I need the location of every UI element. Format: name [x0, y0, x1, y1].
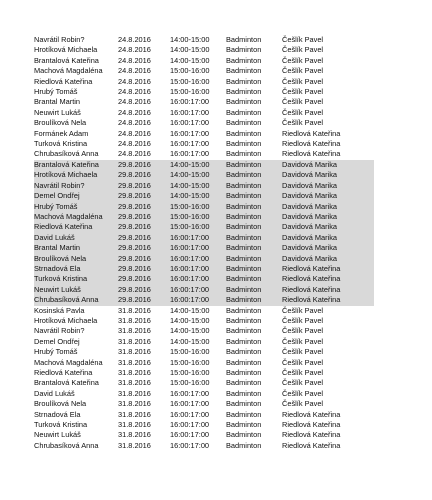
- player-name-cell: Hrotíková Michaela: [34, 45, 98, 55]
- sport-cell: Badminton: [226, 128, 262, 138]
- coach-cell: Češlík Pavel: [282, 357, 324, 367]
- player-name-cell: Hrubý Tomáš: [34, 202, 118, 212]
- player-name-cell: Demel Ondřej: [34, 336, 80, 346]
- time-cell: 15:00-16:00: [170, 347, 210, 357]
- time-cell: 15:00-16:00: [170, 66, 210, 76]
- table-row: [34, 233, 374, 243]
- time-cell: 15:00-16:00: [170, 87, 210, 97]
- player-name-cell: Kosinská Pavla: [34, 305, 85, 315]
- table-row: [34, 202, 374, 212]
- table-row: [34, 139, 374, 149]
- date-cell: 29.8.2016: [118, 264, 170, 274]
- player-name-cell: Brantalová Kateřina: [34, 378, 99, 388]
- coach-cell: Češlík Pavel: [282, 399, 324, 409]
- coach-cell: Davidová Marika: [282, 254, 374, 264]
- sport-cell: Badminton: [226, 440, 262, 450]
- sport-cell: Badminton: [226, 222, 282, 232]
- date-cell: 31.8.2016: [118, 357, 151, 367]
- player-name-cell: Demel Ondřej: [34, 191, 118, 201]
- date-cell: 24.8.2016: [118, 35, 151, 44]
- time-cell: 16:00:17:00: [170, 440, 210, 450]
- player-name-cell: Brantalová Kateřina: [34, 55, 99, 65]
- time-cell: 16:00:17:00: [170, 233, 226, 243]
- coach-cell: Češlík Pavel: [282, 315, 324, 325]
- coach-cell: Riedlová Kateřina: [282, 420, 341, 430]
- sport-cell: Badminton: [226, 264, 282, 274]
- coach-cell: Češlík Pavel: [282, 336, 324, 346]
- date-cell: 31.8.2016: [118, 378, 151, 388]
- date-cell: 31.8.2016: [118, 388, 151, 398]
- table-row: [34, 191, 374, 201]
- time-cell: 16:00:17:00: [170, 420, 210, 430]
- player-name-cell: Hrotíková Michaela: [34, 170, 118, 180]
- date-cell: 31.8.2016: [118, 305, 151, 315]
- time-cell: 14:00-15:00: [170, 35, 210, 44]
- coach-cell: Davidová Marika: [282, 243, 374, 253]
- sport-cell: Badminton: [226, 191, 282, 201]
- date-cell: 29.8.2016: [118, 254, 170, 264]
- sport-cell: Badminton: [226, 35, 262, 44]
- player-name-cell: Formánek Adam: [34, 128, 89, 138]
- player-name-cell: Navrátil Robin?: [34, 326, 85, 336]
- coach-cell: Davidová Marika: [282, 181, 374, 191]
- time-cell: 15:00-16:00: [170, 222, 226, 232]
- coach-cell: Češlík Pavel: [282, 45, 324, 55]
- time-cell: 14:00-15:00: [170, 160, 226, 170]
- time-cell: 15:00-16:00: [170, 212, 226, 222]
- date-cell: 31.8.2016: [118, 315, 151, 325]
- player-name-cell: Neuwirt Lukáš: [34, 107, 81, 117]
- coach-cell: Riedlová Kateřina: [282, 295, 374, 305]
- time-cell: 15:00-16:00: [170, 378, 210, 388]
- coach-cell: Riedlová Kateřina: [282, 274, 374, 284]
- table-row: [34, 389, 374, 399]
- coach-cell: Češlík Pavel: [282, 118, 324, 128]
- coach-cell: Riedlová Kateřina: [282, 440, 341, 450]
- time-cell: 15:00-16:00: [170, 357, 210, 367]
- time-cell: 14:00-15:00: [170, 315, 210, 325]
- sport-cell: Badminton: [226, 202, 282, 212]
- sport-cell: Badminton: [226, 76, 262, 86]
- sport-cell: Badminton: [226, 107, 262, 117]
- sport-cell: Badminton: [226, 139, 262, 149]
- date-cell: 24.8.2016: [118, 87, 151, 97]
- sport-cell: Badminton: [226, 118, 262, 128]
- schedule-table: [34, 35, 374, 451]
- player-name-cell: Turková Kristina: [34, 274, 118, 284]
- sport-cell: Badminton: [226, 181, 282, 191]
- sport-cell: Badminton: [226, 97, 262, 107]
- time-cell: 14:00-15:00: [170, 170, 226, 180]
- sport-cell: Badminton: [226, 87, 262, 97]
- date-cell: 29.8.2016: [118, 202, 170, 212]
- sport-cell: Badminton: [226, 295, 282, 305]
- date-cell: 31.8.2016: [118, 326, 151, 336]
- player-name-cell: Riedlová Kateřina: [34, 76, 93, 86]
- time-cell: 15:00-16:00: [170, 202, 226, 212]
- coach-cell: Češlík Pavel: [282, 388, 324, 398]
- coach-cell: Davidová Marika: [282, 191, 374, 201]
- date-cell: 31.8.2016: [118, 440, 151, 450]
- player-name-cell: David Lukáš: [34, 233, 118, 243]
- player-name-cell: Riedlová Kateřina: [34, 368, 93, 377]
- table-row: [34, 285, 374, 295]
- coach-cell: Češlík Pavel: [282, 55, 324, 65]
- player-name-cell: Turková Kristina: [34, 420, 88, 430]
- table-row: [34, 222, 374, 232]
- player-name-cell: Chrubasíková Anna: [34, 149, 99, 159]
- time-cell: 14:00-15:00: [170, 336, 210, 346]
- player-name-cell: David Lukáš: [34, 388, 75, 398]
- time-cell: 16:00:17:00: [170, 295, 226, 305]
- table-row: [34, 45, 374, 55]
- player-name-cell: Broulíková Nela: [34, 399, 87, 409]
- coach-cell: Češlík Pavel: [282, 368, 324, 377]
- coach-cell: Češlík Pavel: [282, 107, 324, 117]
- time-cell: 16:00:17:00: [170, 399, 210, 409]
- table-row: [34, 97, 374, 107]
- table-row: [34, 378, 374, 388]
- time-cell: 16:00:17:00: [170, 274, 226, 284]
- sport-cell: Badminton: [226, 45, 262, 55]
- sport-cell: Badminton: [226, 55, 262, 65]
- coach-cell: Davidová Marika: [282, 160, 374, 170]
- sport-cell: Badminton: [226, 357, 262, 367]
- sport-cell: Badminton: [226, 285, 282, 295]
- coach-cell: Riedlová Kateřina: [282, 264, 374, 274]
- player-name-cell: Machová Magdaléna: [34, 66, 103, 76]
- sport-cell: Badminton: [226, 149, 262, 159]
- time-cell: 16:00:17:00: [170, 264, 226, 274]
- table-row: [34, 410, 374, 420]
- date-cell: 24.8.2016: [118, 97, 151, 107]
- time-cell: 16:00:17:00: [170, 97, 210, 107]
- player-name-cell: Chrubasíková Anna: [34, 295, 118, 305]
- date-cell: 29.8.2016: [118, 243, 170, 253]
- time-cell: 14:00-15:00: [170, 45, 210, 55]
- sport-cell: Badminton: [226, 315, 262, 325]
- date-cell: 24.8.2016: [118, 128, 151, 138]
- date-cell: 29.8.2016: [118, 160, 170, 170]
- date-cell: 29.8.2016: [118, 170, 170, 180]
- coach-cell: Davidová Marika: [282, 202, 374, 212]
- date-cell: 29.8.2016: [118, 285, 170, 295]
- player-name-cell: Chrubasíková Anna: [34, 440, 99, 450]
- coach-cell: Riedlová Kateřina: [282, 139, 341, 149]
- sport-cell: Badminton: [226, 388, 262, 398]
- sport-cell: Badminton: [226, 160, 282, 170]
- coach-cell: Davidová Marika: [282, 170, 374, 180]
- coach-cell: Davidová Marika: [282, 233, 374, 243]
- sport-cell: Badminton: [226, 66, 262, 76]
- coach-cell: Češlík Pavel: [282, 66, 324, 76]
- date-cell: 29.8.2016: [118, 295, 170, 305]
- date-cell: 24.8.2016: [118, 55, 151, 65]
- coach-cell: Davidová Marika: [282, 222, 374, 232]
- sport-cell: Badminton: [226, 399, 262, 409]
- time-cell: 16:00:17:00: [170, 149, 210, 159]
- sport-cell: Badminton: [226, 368, 262, 377]
- sport-cell: Badminton: [226, 326, 262, 336]
- player-name-cell: Neuwirt Lukáš: [34, 285, 118, 295]
- sport-cell: Badminton: [226, 347, 262, 357]
- time-cell: 16:00:17:00: [170, 388, 210, 398]
- table-row: [34, 274, 374, 284]
- player-name-cell: Strnadová Ela: [34, 409, 81, 419]
- table-row: [34, 243, 374, 253]
- table-row: [34, 326, 374, 336]
- time-cell: 16:00:17:00: [170, 128, 210, 138]
- time-cell: 16:00:17:00: [170, 139, 210, 149]
- date-cell: 31.8.2016: [118, 420, 151, 430]
- table-row: [34, 118, 374, 128]
- table-row: [34, 87, 374, 97]
- date-cell: 24.8.2016: [118, 149, 151, 159]
- table-row: [34, 77, 374, 87]
- table-row: [34, 212, 374, 222]
- player-name-cell: Machová Magdaléna: [34, 212, 118, 222]
- table-row: [34, 441, 374, 451]
- sport-cell: Badminton: [226, 274, 282, 284]
- sport-cell: Badminton: [226, 430, 262, 440]
- player-name-cell: Brantal Martin: [34, 97, 81, 107]
- player-name-cell: Navrátil Robin?: [34, 35, 85, 44]
- table-row: [34, 368, 374, 378]
- date-cell: 24.8.2016: [118, 45, 151, 55]
- date-cell: 29.8.2016: [118, 212, 170, 222]
- table-row: [34, 129, 374, 139]
- date-cell: 31.8.2016: [118, 347, 151, 357]
- player-name-cell: Riedlová Kateřina: [34, 222, 118, 232]
- time-cell: 16:00:17:00: [170, 107, 210, 117]
- time-cell: 16:00:17:00: [170, 285, 226, 295]
- coach-cell: Češlík Pavel: [282, 326, 324, 336]
- sport-cell: Badminton: [226, 243, 282, 253]
- player-name-cell: Hrotíková Michaela: [34, 315, 98, 325]
- coach-cell: Češlík Pavel: [282, 35, 324, 44]
- sport-cell: Badminton: [226, 170, 282, 180]
- date-cell: 24.8.2016: [118, 66, 151, 76]
- player-name-cell: Machová Magdaléna: [34, 357, 103, 367]
- table-row: [34, 35, 374, 45]
- table-row: [34, 337, 374, 347]
- table-row: [34, 399, 374, 409]
- date-cell: 29.8.2016: [118, 222, 170, 232]
- table-row: [34, 358, 374, 368]
- date-cell: 31.8.2016: [118, 336, 151, 346]
- date-cell: 31.8.2016: [118, 399, 151, 409]
- date-cell: 24.8.2016: [118, 118, 151, 128]
- time-cell: 16:00:17:00: [170, 254, 226, 264]
- time-cell: 14:00-15:00: [170, 326, 210, 336]
- time-cell: 14:00-15:00: [170, 305, 210, 315]
- sport-cell: Badminton: [226, 233, 282, 243]
- coach-cell: Češlík Pavel: [282, 378, 324, 388]
- table-row: [34, 56, 374, 66]
- time-cell: 16:00:17:00: [170, 430, 210, 440]
- table-row: [34, 149, 374, 159]
- sport-cell: Badminton: [226, 254, 282, 264]
- date-cell: 31.8.2016: [118, 409, 151, 419]
- coach-cell: Riedlová Kateřina: [282, 128, 341, 138]
- table-row: [34, 170, 374, 180]
- coach-cell: Češlík Pavel: [282, 76, 324, 86]
- date-cell: 29.8.2016: [118, 233, 170, 243]
- table-row: [34, 254, 374, 264]
- date-cell: 24.8.2016: [118, 76, 151, 86]
- player-name-cell: Broulíková Nela: [34, 118, 87, 128]
- table-row: [34, 181, 374, 191]
- player-name-cell: Hrubý Tomáš: [34, 87, 78, 97]
- player-name-cell: Neuwirt Lukáš: [34, 430, 81, 440]
- time-cell: 16:00:17:00: [170, 243, 226, 253]
- coach-cell: Češlík Pavel: [282, 97, 324, 107]
- player-name-cell: Brantalová Kateřina: [34, 160, 118, 170]
- coach-cell: Riedlová Kateřina: [282, 430, 341, 440]
- table-row: [34, 264, 374, 274]
- sport-cell: Badminton: [226, 378, 262, 388]
- player-name-cell: Strnadová Ela: [34, 264, 118, 274]
- date-cell: 29.8.2016: [118, 181, 170, 191]
- coach-cell: Riedlová Kateřina: [282, 149, 341, 159]
- time-cell: 15:00-16:00: [170, 368, 210, 377]
- time-cell: 14:00-15:00: [170, 181, 226, 191]
- time-cell: 14:00-15:00: [170, 191, 226, 201]
- table-row: [34, 295, 374, 305]
- sport-cell: Badminton: [226, 420, 262, 430]
- sport-cell: Badminton: [226, 409, 262, 419]
- date-cell: 31.8.2016: [118, 368, 151, 377]
- date-cell: 24.8.2016: [118, 139, 151, 149]
- coach-cell: Češlík Pavel: [282, 347, 324, 357]
- coach-cell: Riedlová Kateřina: [282, 409, 341, 419]
- date-cell: 31.8.2016: [118, 430, 151, 440]
- player-name-cell: Broulíková Nela: [34, 254, 118, 264]
- table-row: [34, 306, 374, 316]
- sport-cell: Badminton: [226, 305, 262, 315]
- date-cell: 29.8.2016: [118, 191, 170, 201]
- player-name-cell: Brantal Martin: [34, 243, 118, 253]
- date-cell: 24.8.2016: [118, 107, 151, 117]
- time-cell: 16:00:17:00: [170, 409, 210, 419]
- sport-cell: Badminton: [226, 336, 262, 346]
- time-cell: 15:00-16:00: [170, 76, 210, 86]
- table-row: [34, 66, 374, 76]
- table-row: [34, 430, 374, 440]
- schedule-rows: [34, 35, 374, 451]
- time-cell: 14:00-15:00: [170, 55, 210, 65]
- coach-cell: Riedlová Kateřina: [282, 285, 374, 295]
- time-cell: 16:00:17:00: [170, 118, 210, 128]
- table-row: [34, 108, 374, 118]
- table-row: [34, 420, 374, 430]
- table-row: [34, 347, 374, 357]
- coach-cell: Davidová Marika: [282, 212, 374, 222]
- player-name-cell: Turková Kristina: [34, 139, 88, 149]
- date-cell: 29.8.2016: [118, 274, 170, 284]
- player-name-cell: Hrubý Tomáš: [34, 347, 78, 357]
- table-row: [34, 316, 374, 326]
- table-row: [34, 160, 374, 170]
- coach-cell: Češlík Pavel: [282, 305, 324, 315]
- player-name-cell: Navrátil Robin?: [34, 181, 118, 191]
- coach-cell: Češlík Pavel: [282, 87, 324, 97]
- sport-cell: Badminton: [226, 212, 282, 222]
